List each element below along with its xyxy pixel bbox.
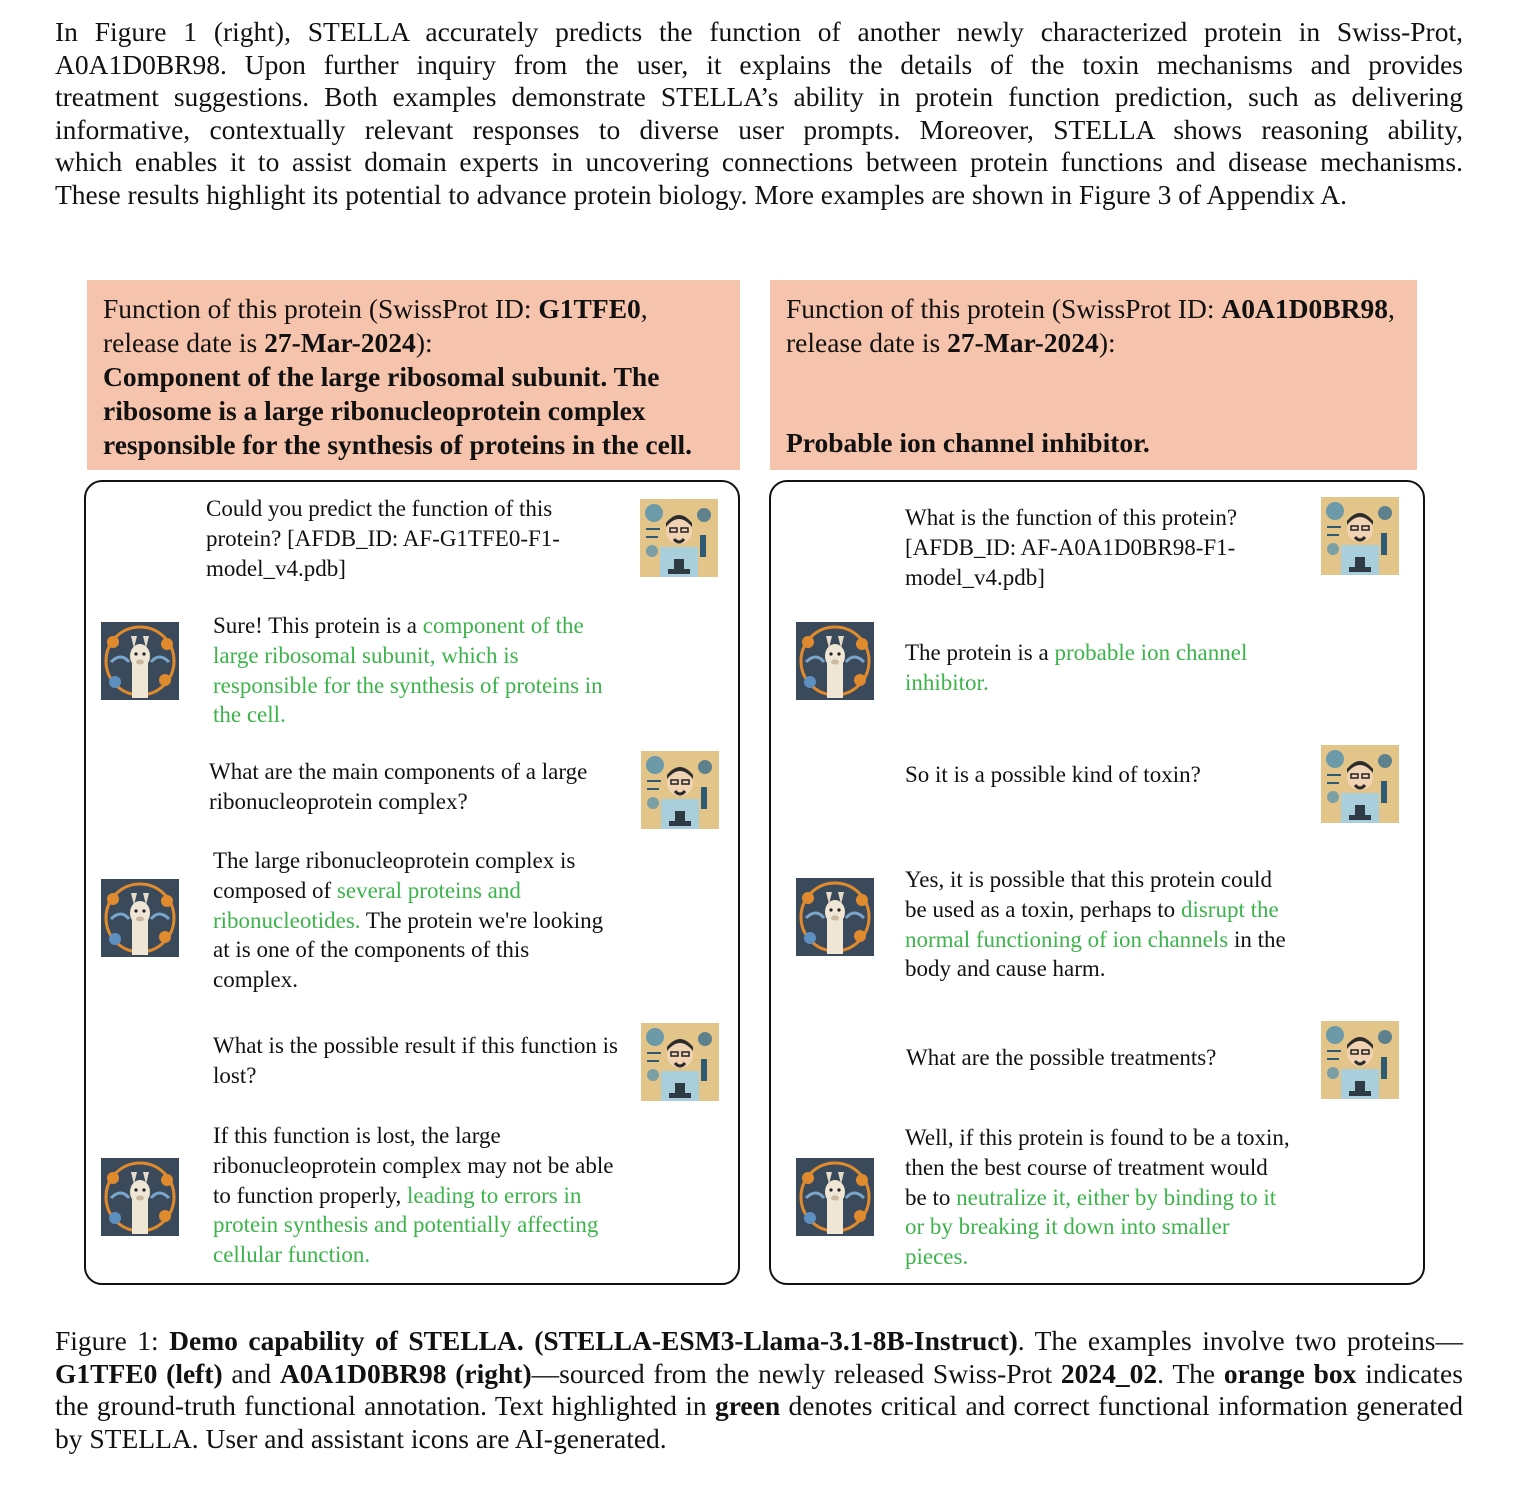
caption-title: Demo capability of STELLA. (STELLA-ESM3-Llama-3.1-8B-Instruct) [169, 1325, 1018, 1356]
gt-answer: Component of the large ribosomal subunit. The ribosome is a large ribonucleoprotein complex responsible for the synthesis of proteins in the cell. [103, 361, 692, 460]
figure-caption [55, 1325, 1463, 1455]
intro-line: treatment suggestions. Both examples demonstrate STELLA’s ability in protein function prediction, such as delivering [55, 81, 1463, 113]
caption-label: Figure 1: [55, 1325, 170, 1356]
highlighted-text: probable ion channel inhibitor. [905, 640, 1248, 695]
intro-line: which enables it to assist domain experts in uncovering connections between protein functions and disease mechanisms. [55, 146, 1463, 178]
highlighted-text: neutralize it, either by binding to it or by breaking it down into smaller pieces. [905, 1184, 1277, 1270]
caption-green: green [714, 1390, 781, 1422]
caption-right-id: A0A1D0BR98 (right) [279, 1357, 532, 1389]
user-message: What is the function of this protein? [AFDB_ID: AF-A0A1D0BR98-F1-model_v4.pdb] [905, 505, 1238, 590]
llama-avatar-icon [101, 1158, 179, 1236]
caption-text: denotes critical and correct functional information generated by STELLA. User and assistant icons are AI-generated. [55, 1390, 1463, 1454]
caption-orange-box: orange box [1223, 1357, 1357, 1389]
intro-line: informative, contextually relevant responses to diverse user prompts. Moreover, STELLA shows reasoning ability, [55, 113, 1463, 145]
scientist-avatar-icon [641, 1023, 719, 1101]
gt-prefix: Function of this protein (SwissProt ID: [103, 293, 539, 324]
assistant-message [213, 846, 613, 995]
assistant-message [213, 1121, 618, 1270]
gt-protein-id: A0A1D0BR98 [1221, 293, 1388, 324]
user-message: What are the possible treatments? [906, 1045, 1217, 1070]
gt-protein-id: G1TFE0 [538, 293, 641, 324]
gt-answer: Probable ion channel inhibitor. [786, 427, 1150, 458]
scientist-avatar-icon [1321, 497, 1399, 575]
user-message: Could you predict the function of this protein? [AFDB_ID: AF-G1TFE0-F1-model_v4.pdb] [206, 496, 560, 581]
highlighted-text: component of the large ribosomal subunit, which is responsible for the synthesis of proteins in the cell. [213, 613, 603, 728]
intro-line: These results highlight its potential to advance protein biology. More examples are shown in Figure 3 of Appendix A. [55, 178, 1348, 210]
highlighted-text: leading to errors in protein synthesis and potentially affecting cellular function. [213, 1182, 599, 1268]
gt-suffix: ): [1098, 327, 1116, 358]
msg-text: Yes, it is possible that this protein could be used as a toxin, perhaps to [905, 867, 1272, 922]
caption-text: —sourced from the newly released Swiss-Prot [531, 1357, 1061, 1389]
ground-truth-box-right [770, 280, 1417, 470]
caption-text: . The examples involve two proteins— [1017, 1325, 1463, 1356]
assistant-message [905, 1123, 1290, 1272]
llama-avatar-icon [796, 1158, 874, 1236]
caption-text: indicates the ground-truth functional annotation. Text highlighted in [55, 1357, 1463, 1422]
gt-prefix: Function of this protein (SwissProt ID: [786, 293, 1222, 324]
gt-release-date: 27-Mar-2024 [947, 327, 1099, 358]
gt-release-date: 27-Mar-2024 [264, 327, 416, 358]
scientist-avatar-icon [1321, 745, 1399, 823]
scientist-avatar-icon [1321, 1021, 1399, 1099]
user-message: What is the possible result if this function is lost? [213, 1033, 619, 1088]
caption-text: . The [1157, 1357, 1224, 1389]
highlighted-text: several proteins and ribonucleotides. [213, 877, 521, 933]
llama-avatar-icon [101, 622, 179, 700]
llama-avatar-icon [796, 622, 874, 700]
assistant-message [905, 865, 1290, 984]
llama-avatar-icon [796, 878, 874, 956]
msg-text: If this function is lost, the large ribonucleoprotein complex may not be able to function properly, [213, 1123, 614, 1208]
intro-paragraph [55, 16, 1463, 212]
user-message: So it is a possible kind of toxin? [905, 762, 1201, 787]
scientist-avatar-icon [640, 499, 718, 577]
assistant-message [905, 638, 1290, 698]
msg-text: Sure! This protein is a [213, 613, 423, 638]
gt-suffix: ): [415, 327, 433, 358]
caption-release: 2024_02 [1060, 1357, 1158, 1389]
gt-mid: , release date is [786, 293, 1395, 358]
user-message: What are the main components of a large ribonucleoprotein complex? [209, 759, 588, 814]
msg-text: The large ribonucleoprotein complex is composed of [213, 848, 576, 903]
scientist-avatar-icon [641, 751, 719, 829]
msg-text: Well, if this protein is found to be a toxin, then the best course of treatment would be to [905, 1125, 1290, 1210]
assistant-message [213, 611, 618, 730]
intro-line: In Figure 1 (right), STELLA accurately predicts the function of another newly characterized protein in Swiss-Prot, [55, 16, 1463, 47]
caption-text: and [222, 1357, 280, 1389]
caption-left-id: G1TFE0 (left) [55, 1357, 223, 1389]
intro-line: A0A1D0BR98. Upon further inquiry from the user, it explains the details of the toxin mechanisms and provides [55, 48, 1463, 80]
msg-text: The protein is a [905, 640, 1055, 665]
llama-avatar-icon [101, 879, 179, 957]
ground-truth-box-left [87, 280, 740, 470]
highlighted-text: disrupt the normal functioning of ion channels [905, 896, 1279, 952]
msg-text: The protein we're looking at is one of the components of this complex. [213, 907, 604, 993]
gt-mid: , release date is [103, 293, 648, 358]
msg-text: in the body and cause harm. [905, 926, 1286, 982]
